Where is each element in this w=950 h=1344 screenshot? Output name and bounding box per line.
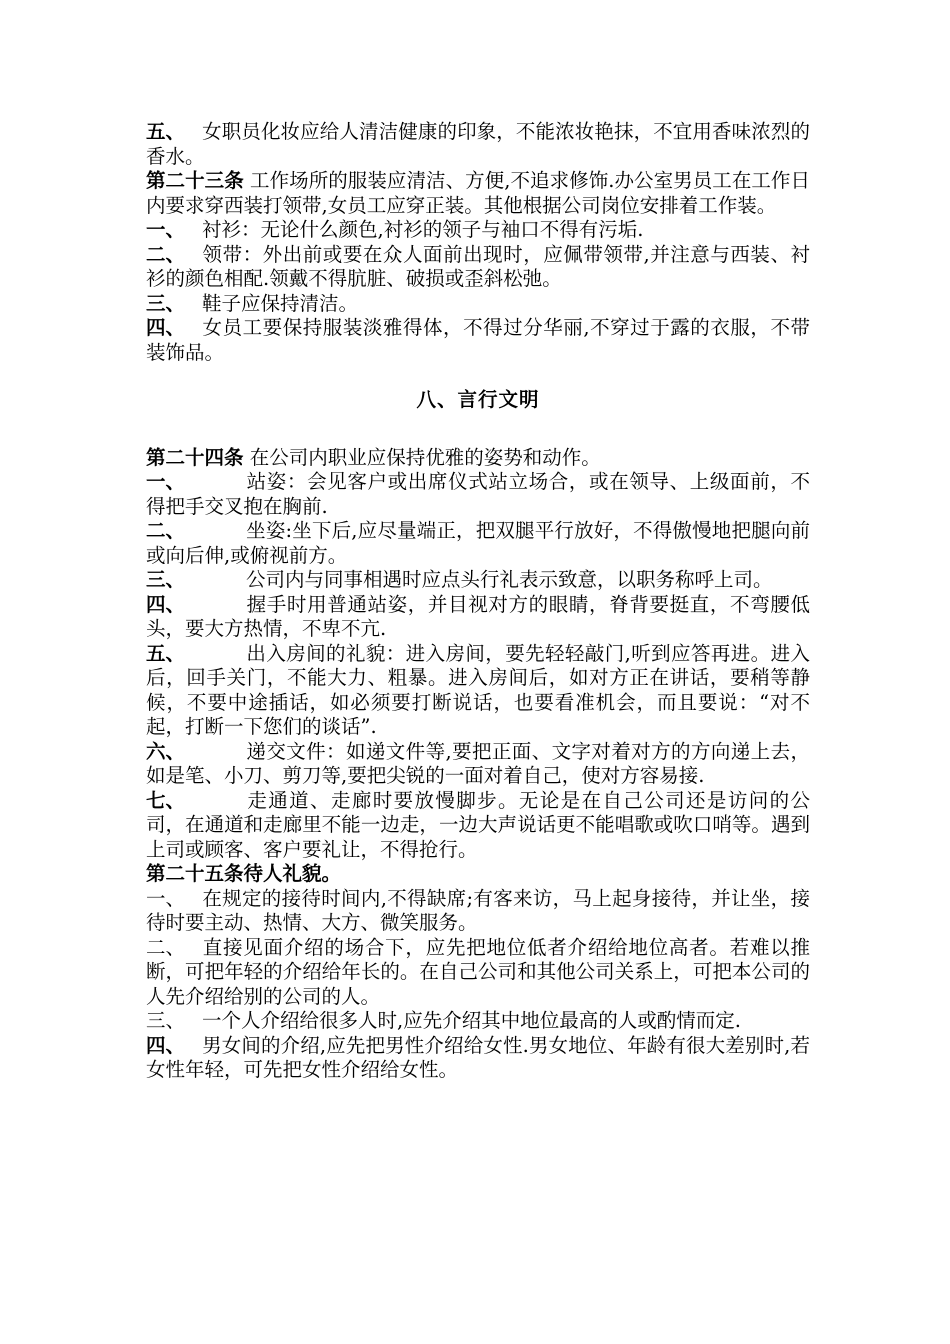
clause-text: 站姿：会见客户或出席仪式站立场合，或在领导、上级面前，不得把手交叉抱在胸前. [146, 470, 810, 518]
clause-item [146, 568, 810, 593]
clause-text: 出入房间的礼貌：进入房间，要先轻轻敲门,听到应答再进。进入后，回手关门，不能大力、粗暴。进入房间后，如对方正在讲话，要稍等静候，不要中途插话，如必须要打断说话，也要看准机会，而且要说：“对不起，打断一下您们的谈话”. [146, 641, 810, 738]
article-text: 工作场所的服装应清洁、方便,不追求修饰.办公室男员工在工作日内要求穿西装打领带,女员工应穿正装。其他根据公司岗位安排着工作装。 [146, 169, 810, 217]
article-23 [146, 169, 810, 218]
clause-text: 男女间的介绍,应先把男性介绍给女性.男女地位、年龄有很大差别时,若女性年轻，可先把女性介绍给女性。 [146, 1033, 810, 1081]
clause-text: 公司内与同事相遇时应点头行礼表示致意，以职务称呼上司。 [246, 568, 773, 591]
section-heading: 八、言行文明 [416, 388, 540, 411]
clause-item [146, 789, 810, 863]
article-text: 在公司内职业应保持优雅的姿势和动作。 [243, 445, 601, 469]
clause-number: 一、 [146, 886, 186, 910]
clause-number: 一、 [146, 470, 186, 493]
clause-item [146, 519, 810, 568]
clause-text: 领带：外出前或要在众人面前出现时，应佩带领带,并注意与西装、衬衫的颜色相配.领戴不得肮脏、破损或歪斜松弛。 [146, 242, 810, 290]
clause-text: 衬衫：无论什么颜色,衬衫的领子与袖口不得有污垢. [202, 218, 644, 241]
clause-number: 二、 [146, 242, 186, 266]
clause-item [146, 887, 810, 936]
article-24 [146, 446, 810, 471]
clause-number: 三、 [146, 568, 186, 591]
clause-item [146, 1034, 810, 1083]
clause-text: 握手时用普通站姿，并目视对方的眼睛，脊背要挺直，不弯腰低头，要大方热情，不卑不亢. [146, 592, 810, 640]
clause-number: 三、 [146, 1009, 186, 1032]
clause-number: 二、 [146, 519, 186, 542]
clause-item [146, 593, 810, 642]
clause-item [146, 218, 810, 243]
clause-item [146, 316, 810, 365]
clause-item [146, 292, 810, 317]
article-title: 第二十三条 [146, 169, 244, 192]
clause-number: 五、 [146, 641, 186, 665]
clause-text: 递交文件：如递文件等,要把正面、文字对着对方的方向递上去，如是笔、小刀、剪刀等,要把尖锐的一面对着自己，使对方容易接. [146, 739, 810, 787]
clause-number: 六、 [146, 739, 186, 763]
clause-item [146, 642, 810, 740]
clause-item [146, 1009, 810, 1034]
clause-number: 四、 [146, 592, 186, 616]
clause-number: 四、 [146, 316, 186, 339]
clause-number: 三、 [146, 291, 186, 315]
clause-text: 鞋子应保持清洁。 [202, 291, 359, 315]
clause-item [146, 243, 810, 292]
clause-item [146, 936, 810, 1010]
document-page [146, 120, 810, 1083]
clause-number: 二、 [146, 935, 186, 959]
article-25-title: 第二十五条待人礼貌。 [146, 862, 342, 885]
clause-number: 一、 [146, 218, 186, 241]
clause-item [146, 740, 810, 789]
clause-text: 女职员化妆应给人清洁健康的印象，不能浓妆艳抹，不宜用香味浓烈的香水。 [146, 120, 810, 168]
clause-text: 走通道、走廊时要放慢脚步。无论是在自己公司还是访问的公司，在通道和走廊里不能一边走，一边大声说话更不能唱歌或吹口哨等。遇到上司或顾客、客户要礼让，不得抢行。 [146, 788, 810, 861]
clause-number: 七、 [146, 788, 186, 812]
article-title: 第二十四条 [146, 445, 244, 469]
clause-text: 一个人介绍给很多人时,应先介绍其中地位最高的人或酌情而定. [202, 1009, 741, 1032]
clause-number: 四、 [146, 1033, 186, 1057]
clause-item [146, 120, 810, 169]
clause-item [146, 470, 810, 519]
clause-number: 五、 [146, 120, 186, 143]
clause-text: 女员工要保持服装淡雅得体，不得过分华丽,不穿过于露的衣服，不带装饰品。 [146, 316, 810, 364]
clause-text: 坐姿:坐下后,应尽量端正，把双腿平行放好，不得傲慢地把腿向前或向后伸,或俯视前方。 [146, 519, 810, 567]
clause-text: 在规定的接待时间内,不得缺席;有客来访，马上起身接待，并让坐，接待时要主动、热情、大方、微笑服务。 [146, 886, 810, 934]
clause-text: 直接见面介绍的场合下，应先把地位低者介绍给地位高者。若难以推断，可把年轻的介绍给年长的。在自己公司和其他公司关系上，可把本公司的人先介绍给别的公司的人。 [146, 935, 810, 1008]
